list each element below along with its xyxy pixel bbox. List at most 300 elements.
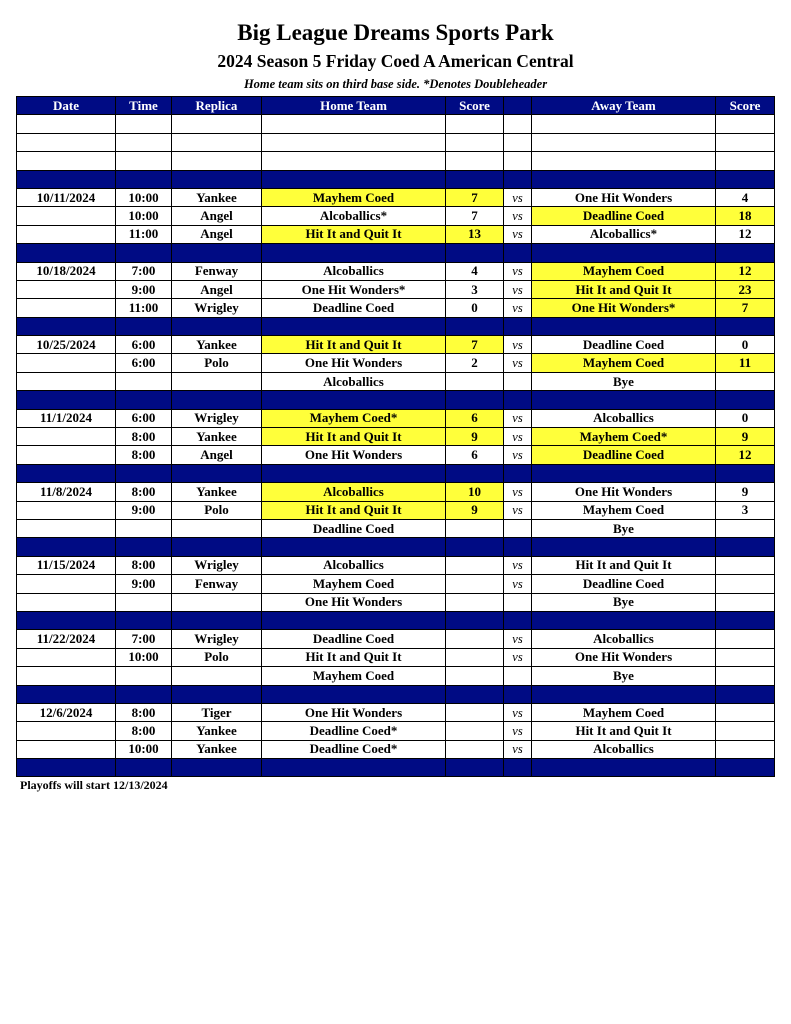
blank-cell	[262, 152, 446, 170]
separator-cell	[716, 391, 775, 409]
away-team-cell: Bye	[532, 667, 716, 685]
blank-cell	[446, 152, 504, 170]
vs-cell: vs	[504, 501, 532, 519]
away-score-cell	[716, 575, 775, 593]
away-score-cell	[716, 372, 775, 390]
separator-cell	[532, 759, 716, 777]
date-cell	[17, 648, 116, 666]
home-score-cell: 6	[446, 409, 504, 427]
away-team-cell: Bye	[532, 593, 716, 611]
home-score-cell: 9	[446, 428, 504, 446]
blank-cell	[172, 152, 262, 170]
separator-cell	[504, 391, 532, 409]
separator-cell	[504, 464, 532, 482]
vs-cell: vs	[504, 483, 532, 501]
playoffs-note: Playoffs will start 12/13/2024	[20, 778, 168, 792]
away-team-cell: Deadline Coed	[532, 207, 716, 225]
blank-cell	[532, 152, 716, 170]
away-team-cell: Bye	[532, 372, 716, 390]
home-score-cell: 7	[446, 336, 504, 354]
time-cell: 11:00	[116, 299, 172, 317]
table-row	[17, 667, 775, 685]
away-team-cell: One Hit Wonders	[532, 188, 716, 206]
home-team-cell: Alcoballics	[262, 556, 446, 574]
separator-cell	[446, 170, 504, 188]
home-score-cell: 10	[446, 483, 504, 501]
time-cell: 8:00	[116, 428, 172, 446]
vs-cell	[504, 593, 532, 611]
replica-field-cell: Wrigley	[172, 630, 262, 648]
vs-cell: vs	[504, 446, 532, 464]
time-cell: 9:00	[116, 501, 172, 519]
time-cell: 10:00	[116, 207, 172, 225]
date-cell	[17, 446, 116, 464]
vs-cell: vs	[504, 336, 532, 354]
separator-cell	[172, 317, 262, 335]
date-cell: 12/6/2024	[17, 703, 116, 721]
table-row	[17, 630, 775, 648]
away-team-cell: Bye	[532, 519, 716, 537]
time-cell: 9:00	[116, 575, 172, 593]
away-score-cell: 9	[716, 483, 775, 501]
table-row	[17, 336, 775, 354]
separator-cell	[262, 464, 446, 482]
date-cell	[17, 519, 116, 537]
vs-cell: vs	[504, 648, 532, 666]
home-team-cell: Deadline Coed*	[262, 722, 446, 740]
away-score-cell: 4	[716, 188, 775, 206]
away-team-cell: Hit It and Quit It	[532, 556, 716, 574]
week-separator-row	[17, 170, 775, 188]
vs-cell: vs	[504, 207, 532, 225]
home-score-cell	[446, 556, 504, 574]
time-cell: 7:00	[116, 630, 172, 648]
vs-cell: vs	[504, 556, 532, 574]
blank-cell	[446, 133, 504, 151]
away-team-cell: Deadline Coed	[532, 575, 716, 593]
away-team-cell: Mayhem Coed	[532, 262, 716, 280]
vs-cell: vs	[504, 354, 532, 372]
blank-cell	[172, 115, 262, 133]
separator-cell	[532, 611, 716, 629]
replica-field-cell: Yankee	[172, 483, 262, 501]
table-row	[17, 446, 775, 464]
separator-cell	[116, 464, 172, 482]
separator-cell	[504, 759, 532, 777]
separator-cell	[172, 685, 262, 703]
home-score-cell	[446, 648, 504, 666]
separator-cell	[17, 611, 116, 629]
week-separator-row	[17, 611, 775, 629]
away-team-cell: Alcoballics	[532, 740, 716, 758]
separator-cell	[116, 685, 172, 703]
vs-cell	[504, 372, 532, 390]
vs-cell: vs	[504, 722, 532, 740]
date-cell	[17, 501, 116, 519]
blank-cell	[17, 115, 116, 133]
vs-cell: vs	[504, 703, 532, 721]
time-cell	[116, 593, 172, 611]
home-team-cell: One Hit Wonders	[262, 446, 446, 464]
blank-cell	[532, 115, 716, 133]
col-header-time: Time	[116, 97, 172, 115]
home-score-cell	[446, 372, 504, 390]
separator-cell	[262, 391, 446, 409]
home-team-cell: One Hit Wonders	[262, 703, 446, 721]
replica-field-cell: Fenway	[172, 262, 262, 280]
table-row	[17, 262, 775, 280]
separator-cell	[716, 464, 775, 482]
home-score-cell: 2	[446, 354, 504, 372]
table-row	[17, 299, 775, 317]
home-team-cell: Deadline Coed	[262, 299, 446, 317]
table-row	[17, 225, 775, 243]
away-score-cell: 3	[716, 501, 775, 519]
separator-cell	[172, 611, 262, 629]
away-team-cell: Mayhem Coed	[532, 354, 716, 372]
date-cell	[17, 372, 116, 390]
table-row	[17, 354, 775, 372]
separator-cell	[262, 611, 446, 629]
home-score-cell	[446, 667, 504, 685]
table-row	[17, 703, 775, 721]
home-team-cell: Alcoballics	[262, 372, 446, 390]
separator-cell	[17, 170, 116, 188]
replica-field-cell: Wrigley	[172, 556, 262, 574]
home-team-cell: Alcoballics*	[262, 207, 446, 225]
date-cell	[17, 428, 116, 446]
time-cell	[116, 372, 172, 390]
away-score-cell: 12	[716, 262, 775, 280]
separator-cell	[532, 685, 716, 703]
replica-field-cell	[172, 519, 262, 537]
home-score-cell	[446, 722, 504, 740]
separator-cell	[172, 391, 262, 409]
blank-cell	[17, 152, 116, 170]
time-cell: 9:00	[116, 280, 172, 298]
home-team-cell: Mayhem Coed	[262, 575, 446, 593]
separator-cell	[532, 391, 716, 409]
away-score-cell	[716, 556, 775, 574]
separator-cell	[17, 538, 116, 556]
time-cell: 8:00	[116, 703, 172, 721]
vs-cell: vs	[504, 262, 532, 280]
away-team-cell: One Hit Wonders	[532, 648, 716, 666]
time-cell: 6:00	[116, 336, 172, 354]
separator-cell	[17, 685, 116, 703]
date-cell	[17, 722, 116, 740]
blank-cell	[446, 115, 504, 133]
replica-field-cell: Angel	[172, 280, 262, 298]
table-row	[17, 428, 775, 446]
date-cell	[17, 225, 116, 243]
date-cell: 11/8/2024	[17, 483, 116, 501]
separator-cell	[532, 317, 716, 335]
separator-cell	[17, 464, 116, 482]
blank-row	[17, 152, 775, 170]
blank-cell	[504, 115, 532, 133]
replica-field-cell	[172, 372, 262, 390]
table-row	[17, 188, 775, 206]
blank-cell	[504, 152, 532, 170]
away-team-cell: Mayhem Coed	[532, 501, 716, 519]
home-team-cell: Mayhem Coed	[262, 667, 446, 685]
away-score-cell	[716, 593, 775, 611]
replica-field-cell: Yankee	[172, 336, 262, 354]
away-score-cell	[716, 519, 775, 537]
home-team-cell: Deadline Coed*	[262, 740, 446, 758]
replica-field-cell: Polo	[172, 501, 262, 519]
separator-cell	[504, 317, 532, 335]
separator-cell	[116, 170, 172, 188]
time-cell: 10:00	[116, 740, 172, 758]
separator-cell	[446, 317, 504, 335]
week-separator-row	[17, 538, 775, 556]
home-score-cell: 6	[446, 446, 504, 464]
separator-cell	[262, 170, 446, 188]
home-score-cell: 0	[446, 299, 504, 317]
home-team-cell: One Hit Wonders*	[262, 280, 446, 298]
week-separator-row	[17, 391, 775, 409]
separator-cell	[716, 244, 775, 262]
page-title: Big League Dreams Sports Park	[237, 20, 554, 45]
home-team-cell: One Hit Wonders	[262, 354, 446, 372]
week-separator-row	[17, 317, 775, 335]
date-cell: 11/15/2024	[17, 556, 116, 574]
vs-cell: vs	[504, 740, 532, 758]
away-score-cell: 0	[716, 336, 775, 354]
home-score-cell: 4	[446, 262, 504, 280]
time-cell: 7:00	[116, 262, 172, 280]
separator-cell	[716, 685, 775, 703]
table-row	[17, 740, 775, 758]
home-score-cell: 3	[446, 280, 504, 298]
page-subtitle: 2024 Season 5 Friday Coed A American Central	[217, 51, 574, 71]
home-score-cell: 7	[446, 207, 504, 225]
replica-field-cell: Wrigley	[172, 409, 262, 427]
time-cell: 8:00	[116, 722, 172, 740]
replica-field-cell: Wrigley	[172, 299, 262, 317]
table-row	[17, 207, 775, 225]
replica-field-cell: Polo	[172, 648, 262, 666]
separator-cell	[504, 611, 532, 629]
separator-cell	[172, 170, 262, 188]
schedule-note: Home team sits on third base side. *Denotes Doubleheader	[243, 77, 548, 91]
time-cell: 8:00	[116, 556, 172, 574]
replica-field-cell	[172, 667, 262, 685]
blank-cell	[116, 115, 172, 133]
blank-cell	[17, 133, 116, 151]
home-score-cell	[446, 703, 504, 721]
away-team-cell: Mayhem Coed	[532, 703, 716, 721]
away-score-cell: 18	[716, 207, 775, 225]
away-score-cell	[716, 630, 775, 648]
separator-cell	[262, 759, 446, 777]
blank-cell	[716, 152, 775, 170]
time-cell: 8:00	[116, 446, 172, 464]
table-row	[17, 648, 775, 666]
away-score-cell	[716, 703, 775, 721]
blank-cell	[116, 133, 172, 151]
date-cell: 10/25/2024	[17, 336, 116, 354]
home-team-cell: Hit It and Quit It	[262, 648, 446, 666]
date-cell: 10/11/2024	[17, 188, 116, 206]
schedule-table	[16, 96, 775, 777]
replica-field-cell: Yankee	[172, 188, 262, 206]
home-score-cell: 9	[446, 501, 504, 519]
time-cell: 8:00	[116, 483, 172, 501]
separator-cell	[504, 685, 532, 703]
separator-cell	[446, 611, 504, 629]
home-score-cell	[446, 740, 504, 758]
vs-cell: vs	[504, 630, 532, 648]
home-team-cell: Deadline Coed	[262, 630, 446, 648]
col-header-away-team: Away Team	[532, 97, 716, 115]
away-score-cell: 7	[716, 299, 775, 317]
blank-cell	[504, 133, 532, 151]
separator-cell	[116, 611, 172, 629]
home-team-cell: Hit It and Quit It	[262, 428, 446, 446]
vs-cell: vs	[504, 188, 532, 206]
table-row	[17, 280, 775, 298]
replica-field-cell: Yankee	[172, 428, 262, 446]
home-team-cell: Mayhem Coed	[262, 188, 446, 206]
date-cell: 11/22/2024	[17, 630, 116, 648]
away-score-cell: 0	[716, 409, 775, 427]
blank-row	[17, 115, 775, 133]
separator-cell	[116, 244, 172, 262]
date-cell	[17, 740, 116, 758]
away-team-cell: Alcoballics	[532, 630, 716, 648]
time-cell: 10:00	[116, 648, 172, 666]
separator-cell	[172, 244, 262, 262]
away-score-cell: 12	[716, 446, 775, 464]
vs-cell	[504, 667, 532, 685]
separator-cell	[172, 464, 262, 482]
blank-cell	[716, 133, 775, 151]
vs-cell: vs	[504, 225, 532, 243]
home-score-cell	[446, 575, 504, 593]
separator-cell	[262, 244, 446, 262]
away-score-cell: 23	[716, 280, 775, 298]
separator-cell	[116, 759, 172, 777]
blank-cell	[172, 133, 262, 151]
home-team-cell: Mayhem Coed*	[262, 409, 446, 427]
separator-cell	[116, 538, 172, 556]
away-team-cell: One Hit Wonders*	[532, 299, 716, 317]
separator-cell	[504, 244, 532, 262]
replica-field-cell	[172, 593, 262, 611]
separator-cell	[716, 759, 775, 777]
replica-field-cell: Angel	[172, 225, 262, 243]
away-score-cell	[716, 648, 775, 666]
time-cell: 6:00	[116, 354, 172, 372]
table-row	[17, 501, 775, 519]
separator-cell	[532, 464, 716, 482]
table-row	[17, 575, 775, 593]
away-team-cell: One Hit Wonders	[532, 483, 716, 501]
separator-cell	[716, 317, 775, 335]
table-row	[17, 722, 775, 740]
home-team-cell: One Hit Wonders	[262, 593, 446, 611]
date-cell	[17, 354, 116, 372]
blank-cell	[116, 152, 172, 170]
replica-field-cell: Yankee	[172, 722, 262, 740]
separator-cell	[17, 391, 116, 409]
separator-cell	[504, 170, 532, 188]
home-team-cell: Hit It and Quit It	[262, 336, 446, 354]
replica-field-cell: Tiger	[172, 703, 262, 721]
separator-cell	[716, 538, 775, 556]
separator-cell	[262, 317, 446, 335]
date-cell: 10/18/2024	[17, 262, 116, 280]
time-cell	[116, 519, 172, 537]
separator-cell	[446, 244, 504, 262]
separator-cell	[716, 170, 775, 188]
away-team-cell: Alcoballics	[532, 409, 716, 427]
home-score-cell	[446, 630, 504, 648]
separator-cell	[504, 538, 532, 556]
date-cell: 11/1/2024	[17, 409, 116, 427]
away-score-cell	[716, 740, 775, 758]
date-cell	[17, 207, 116, 225]
separator-cell	[262, 538, 446, 556]
home-team-cell: Deadline Coed	[262, 519, 446, 537]
separator-cell	[172, 759, 262, 777]
replica-field-cell: Fenway	[172, 575, 262, 593]
week-separator-row	[17, 464, 775, 482]
away-score-cell: 11	[716, 354, 775, 372]
schedule-body	[17, 115, 775, 777]
date-cell	[17, 593, 116, 611]
away-team-cell: Mayhem Coed*	[532, 428, 716, 446]
away-score-cell: 9	[716, 428, 775, 446]
time-cell: 11:00	[116, 225, 172, 243]
separator-cell	[116, 391, 172, 409]
separator-cell	[532, 170, 716, 188]
away-team-cell: Hit It and Quit It	[532, 722, 716, 740]
separator-cell	[17, 759, 116, 777]
vs-cell: vs	[504, 428, 532, 446]
week-separator-row	[17, 685, 775, 703]
date-cell	[17, 667, 116, 685]
vs-cell: vs	[504, 409, 532, 427]
col-header-away-score: Score	[716, 97, 775, 115]
away-team-cell: Deadline Coed	[532, 446, 716, 464]
week-separator-row	[17, 244, 775, 262]
separator-cell	[716, 611, 775, 629]
away-score-cell: 12	[716, 225, 775, 243]
away-team-cell: Deadline Coed	[532, 336, 716, 354]
home-team-cell: Hit It and Quit It	[262, 501, 446, 519]
replica-field-cell: Yankee	[172, 740, 262, 758]
replica-field-cell: Angel	[172, 207, 262, 225]
separator-cell	[172, 538, 262, 556]
blank-cell	[262, 133, 446, 151]
blank-cell	[716, 115, 775, 133]
date-cell	[17, 299, 116, 317]
vs-cell: vs	[504, 280, 532, 298]
replica-field-cell: Polo	[172, 354, 262, 372]
separator-cell	[446, 685, 504, 703]
separator-cell	[17, 317, 116, 335]
separator-cell	[532, 244, 716, 262]
home-score-cell	[446, 593, 504, 611]
table-row	[17, 556, 775, 574]
away-score-cell	[716, 667, 775, 685]
table-row	[17, 372, 775, 390]
table-row	[17, 593, 775, 611]
